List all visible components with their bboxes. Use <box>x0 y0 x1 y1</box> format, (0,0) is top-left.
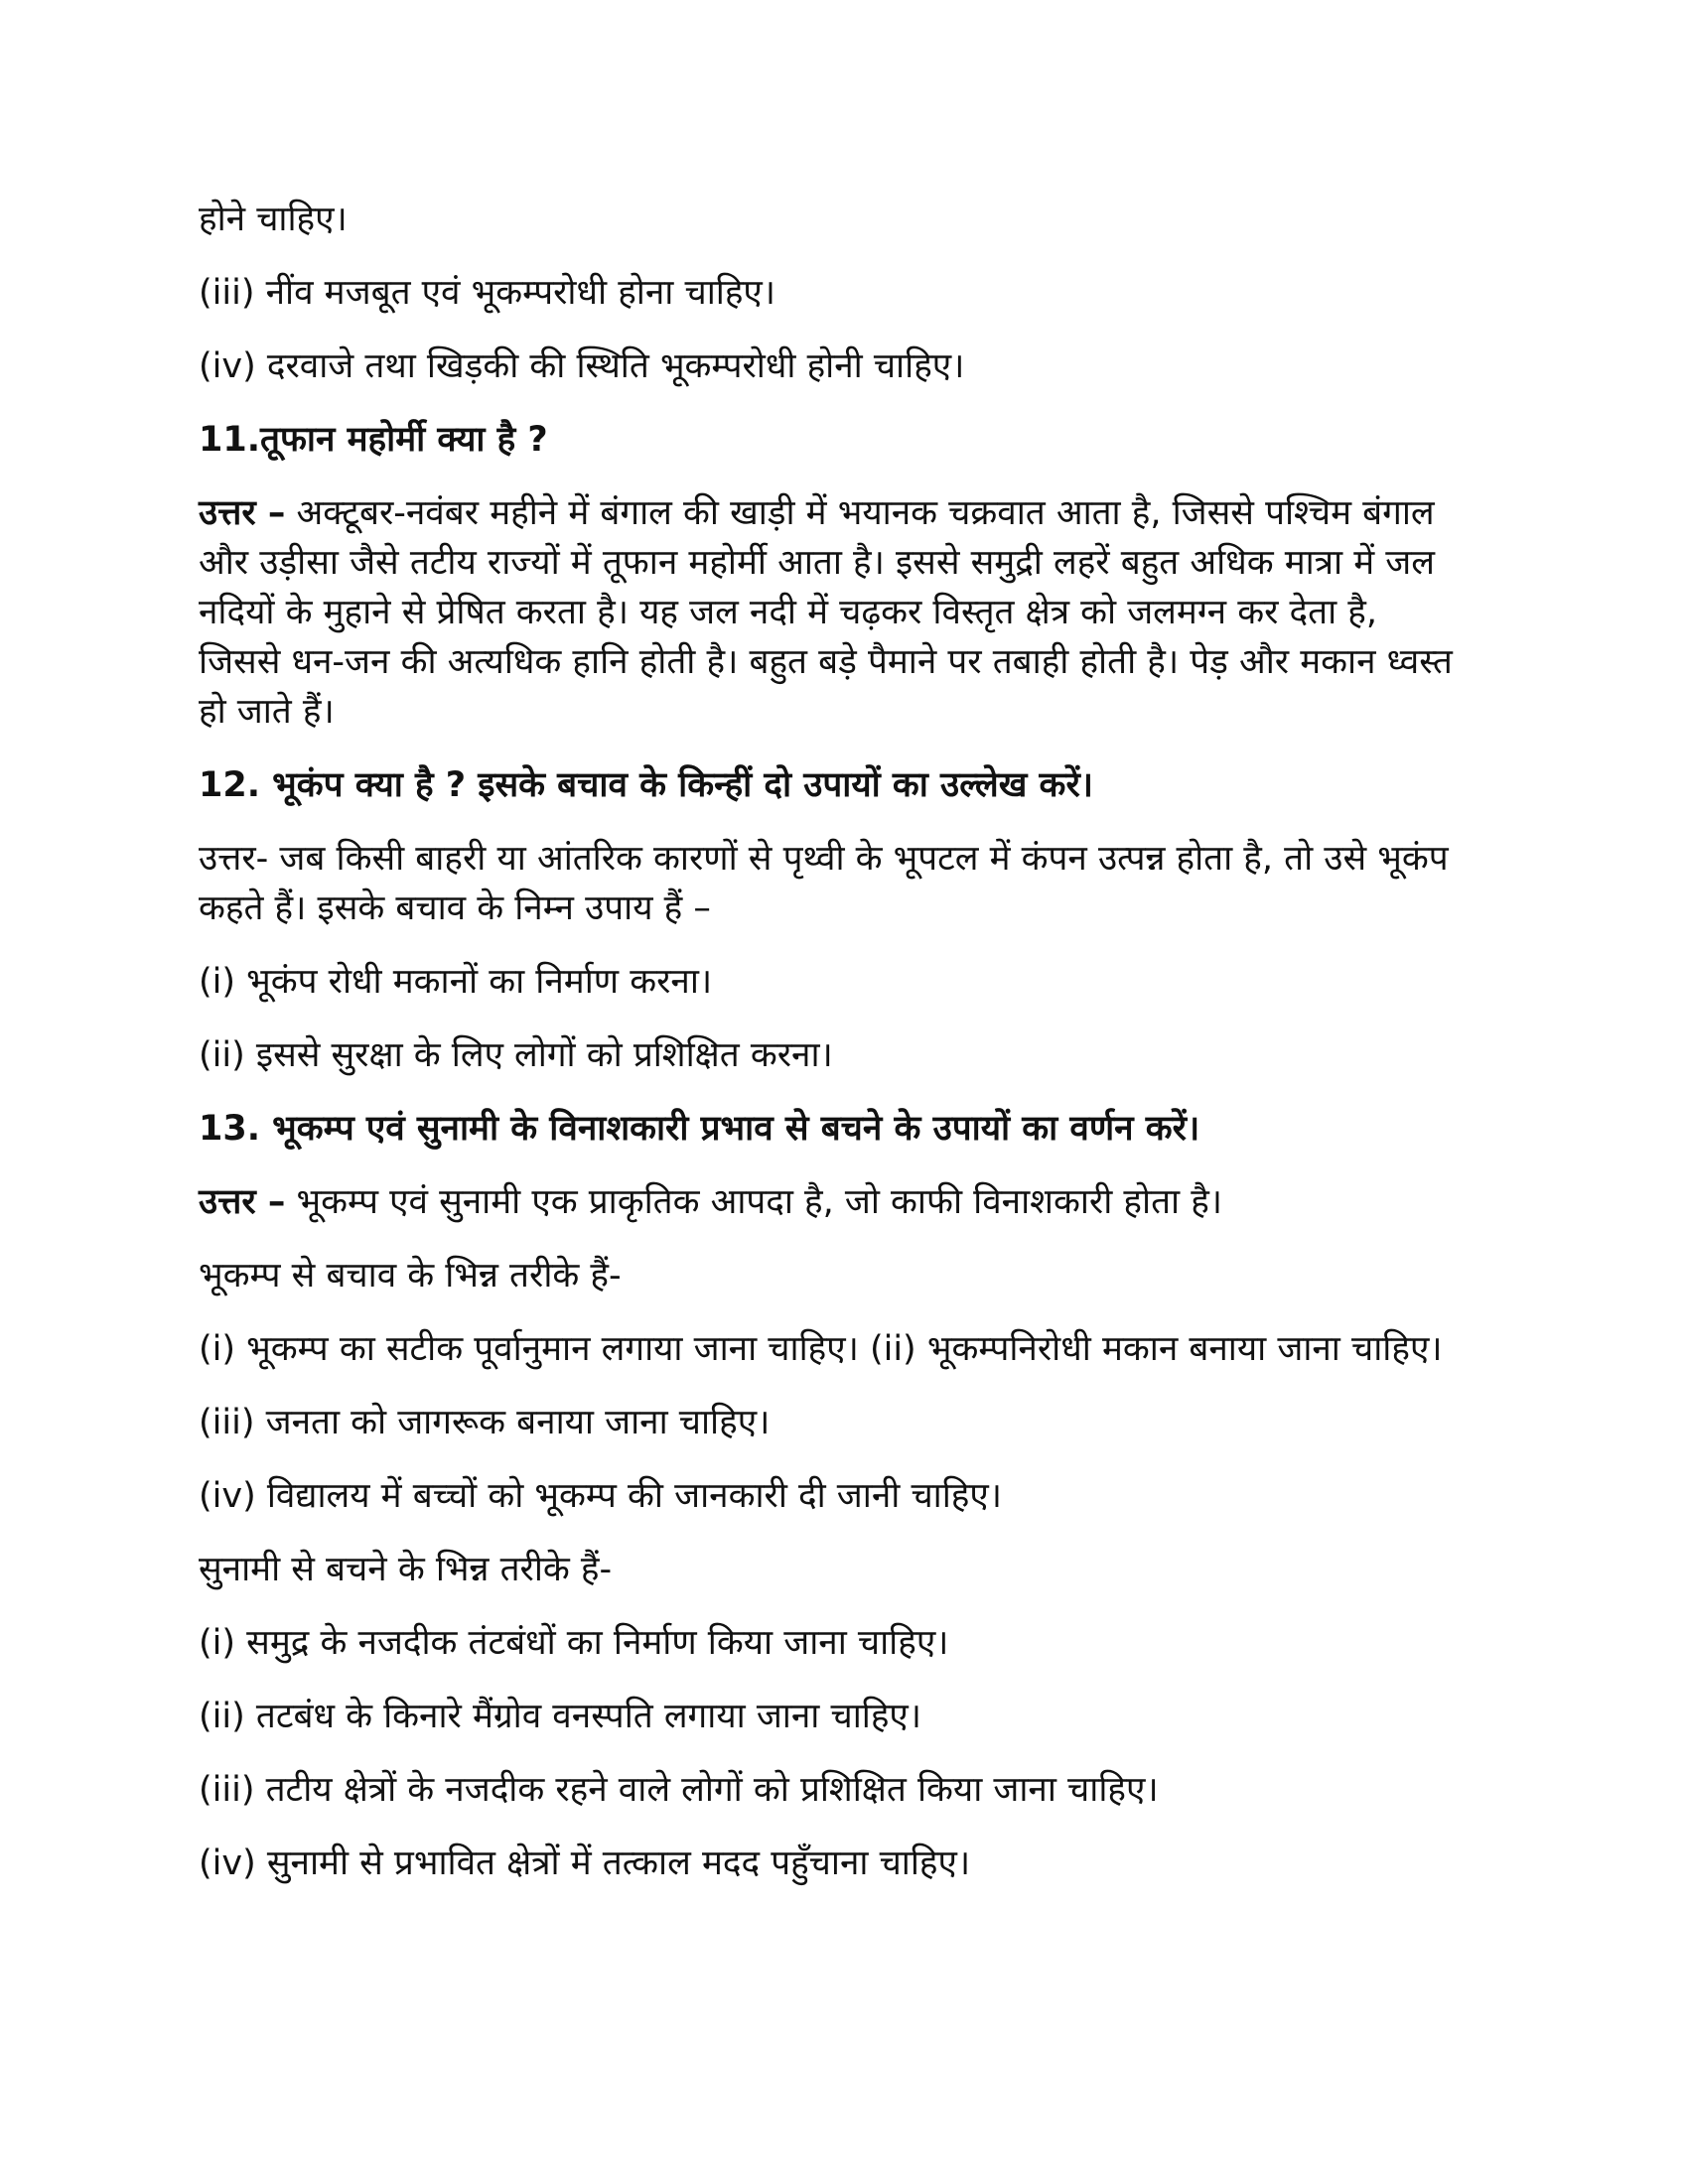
earthquake-point-4: (iv) विद्यालय में बच्चों को भूकम्प की जानकारी दी जानी चाहिए। <box>199 1476 1003 1516</box>
point-iii: (iii) नींव मजबूत एवं भूकम्परोधी होना चाहिए। <box>199 273 776 313</box>
question-11: 11.तूफान महोर्मी क्या है ? <box>199 420 548 460</box>
answer-label: उत्तर – <box>199 1182 286 1222</box>
question-13: 13. भूकम्प एवं सुनामी के विनाशकारी प्रभाव से बचने के उपायों का वर्णन करें। <box>199 1109 1200 1149</box>
tsunami-point-2: (ii) तटबंध के किनारे मैंग्रोव वनस्पति लगाया जाना चाहिए। <box>199 1697 922 1736</box>
answer-label: उत्तर – <box>199 493 286 533</box>
answer-13-text: भूकम्प एवं सुनामी एक प्राकृतिक आपदा है, जो काफी विनाशकारी होता है। <box>285 1182 1223 1222</box>
question-12: 12. भूकंप क्या है ? इसके बचाव के किन्हीं दो उपायों का उल्लेख करें। <box>199 765 1094 805</box>
answer-13 <box>199 1177 1489 1227</box>
answer-11-text: अक्टूबर-नवंबर महीने में बंगाल की खाड़ी में भयानक चक्रवात आता है, जिससे पश्चिम बंगाल और उड़ीसा जैसे तटीय राज्यों में तूफान महोर्मी आता है। इससे समुद्री लहरें बहुत अधिक मात्रा में जल नदियों के मुहाने से प्रेषित करता है। यह जल नदी में चढ़कर विस्तृत क्षेत्र को जलमग्न कर देता है, जिससे धन-जन की अत्यधिक हानि होती है। बहुत बड़े पैमाने पर तबाही होती है। पेड़ और मकान ध्वस्त हो जाते हैं। <box>199 493 1453 732</box>
earthquake-intro: भूकम्प से बचाव के भिन्न तरीके हैं- <box>199 1256 622 1296</box>
answer-11 <box>199 488 1460 737</box>
earthquake-point-3: (iii) जनता को जागरूक बनाया जाना चाहिए। <box>199 1403 771 1442</box>
point-iv: (iv) दरवाजे तथा खिड़की की स्थिति भूकम्परोधी होनी चाहिए। <box>199 346 965 386</box>
q12-point-2: (ii) इससे सुरक्षा के लिए लोगों को प्रशिक्षित करना। <box>199 1035 833 1075</box>
tsunami-point-3: (iii) तटीय क्षेत्रों के नजदीक रहने वाले लोगों को प्रशिक्षित किया जाना चाहिए। <box>199 1770 1159 1810</box>
tsunami-point-4: (iv) सुनामी से प्रभावित क्षेत्रों में तत्काल मदद पहुँचाना चाहिए। <box>199 1843 971 1883</box>
tsunami-intro: सुनामी से बचने के भिन्न तरीके हैं- <box>199 1550 613 1589</box>
continued-line: होने चाहिए। <box>199 200 348 239</box>
answer-12: उत्तर- जब किसी बाहरी या आंतरिक कारणों से पृथ्वी के भूपटल में कंपन उत्पन्न होता है, तो उसे भूकंप कहते हैं। इसके बचाव के निम्न उपाय हैं – <box>199 839 1449 928</box>
earthquake-points-1-2: (i) भूकम्प का सटीक पूर्वानुमान लगाया जाना चाहिए। (ii) भूकम्पनिरोधी मकान बनाया जाना चाहिए। <box>199 1329 1443 1369</box>
page-content <box>199 195 1489 1912</box>
tsunami-point-1: (i) समुद्र के नजदीक तंटबंधों का निर्माण किया जाना चाहिए। <box>199 1623 949 1663</box>
q12-point-1: (i) भूकंप रोधी मकानों का निर्माण करना। <box>199 962 713 1002</box>
